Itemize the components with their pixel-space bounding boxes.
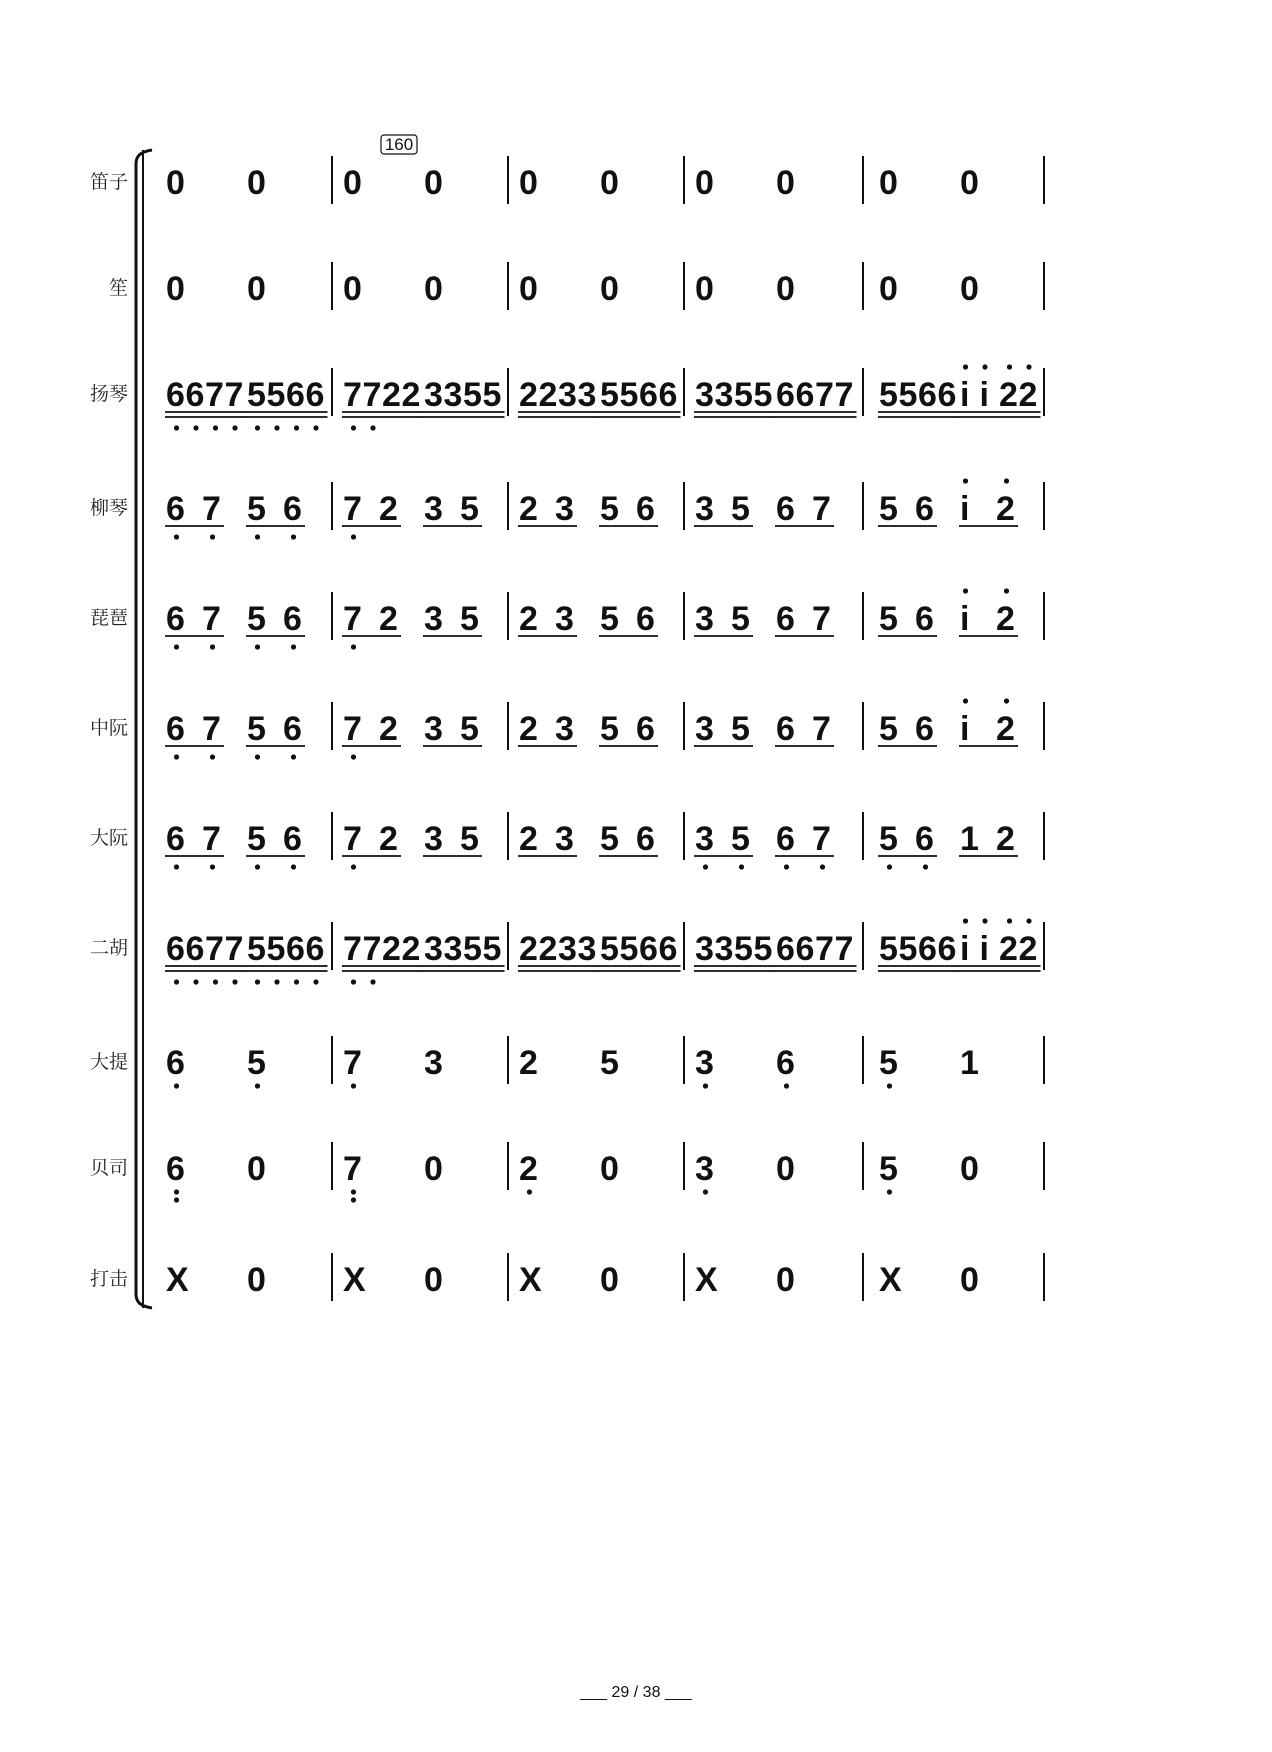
note-digit: 0 (247, 1150, 266, 1188)
octave-dot-above (1004, 478, 1009, 483)
octave-dot-above (1026, 918, 1031, 923)
note-digit: 5 (731, 490, 750, 528)
note-digit: 3 (695, 930, 714, 968)
note-digit: 6 (915, 710, 934, 748)
note-digit: 0 (519, 164, 538, 202)
note-digit: 7 (812, 820, 831, 858)
octave-dot-above (963, 364, 968, 369)
note-digit: 5 (879, 376, 898, 414)
note-digit: 2 (519, 490, 538, 528)
note-digit: 1 (960, 820, 979, 858)
note-digit: i (979, 930, 989, 968)
note-digit: 6 (937, 376, 957, 414)
note-digit: 0 (247, 1261, 266, 1299)
note-digit: 3 (695, 600, 714, 638)
note-digit: 3 (695, 820, 714, 858)
note-digit: 5 (463, 376, 482, 414)
note-digit: 2 (379, 710, 398, 748)
note-digit: 7 (815, 930, 834, 968)
octave-dot-below (193, 979, 198, 984)
note-digit: 3 (695, 376, 714, 414)
octave-dot-below (370, 979, 375, 984)
note-digit: 3 (424, 710, 443, 748)
note-digit: 2 (538, 930, 558, 968)
note-digit: 6 (795, 376, 815, 414)
note-digit: 5 (460, 710, 479, 748)
note-digit: 7 (205, 930, 224, 968)
note-digit: 6 (305, 930, 325, 968)
note-digit: 3 (695, 710, 714, 748)
note-digit: 2 (519, 376, 538, 414)
octave-dot-above (1026, 364, 1031, 369)
octave-dot-below (370, 425, 375, 430)
note-digit: 6 (639, 376, 658, 414)
note-digit: 7 (202, 710, 221, 748)
note-digit: 6 (915, 600, 934, 638)
octave-dot-above (1007, 364, 1012, 369)
note-digit: 3 (695, 1150, 714, 1188)
note-digit: 0 (879, 270, 898, 308)
octave-dot-below (232, 425, 237, 430)
note-digit: 6 (185, 930, 205, 968)
octave-dot-below (174, 1083, 179, 1088)
octave-dot-below (255, 979, 260, 984)
note-digit: 5 (600, 490, 619, 528)
note-digit: 5 (600, 820, 619, 858)
note-digit: 2 (401, 930, 421, 968)
note-digit: 2 (519, 710, 538, 748)
note-digit: 6 (166, 1044, 185, 1082)
note-digit: 6 (795, 930, 815, 968)
octave-dot-below (174, 864, 179, 869)
note-digit: 6 (636, 600, 655, 638)
note-digit: 5 (753, 376, 773, 414)
page-footer (0, 1684, 1272, 1702)
note-digit: 7 (812, 710, 831, 748)
note-digit: 5 (266, 930, 286, 968)
note-digit: 6 (918, 930, 937, 968)
note-digit: 3 (555, 710, 574, 748)
instrument-label: 扬琴 (89, 383, 128, 405)
note-digit: 7 (202, 820, 221, 858)
note-digit: 3 (555, 600, 574, 638)
note-digit: 5 (753, 930, 773, 968)
note-digit: 2 (519, 820, 538, 858)
octave-dot-below (739, 864, 744, 869)
instrument-label: 贝司 (89, 1157, 128, 1179)
note-digit: 5 (898, 376, 918, 414)
note-digit: 0 (600, 270, 619, 308)
note-digit: i (960, 710, 970, 748)
note-digit: 5 (879, 820, 898, 858)
note-digit: 6 (918, 376, 937, 414)
octave-dot-below (255, 1083, 260, 1088)
note-digit: 0 (600, 1150, 619, 1188)
octave-dot-below (313, 425, 318, 430)
note-digit: 7 (343, 490, 362, 528)
octave-dot-below (923, 864, 928, 869)
octave-dot-below (232, 979, 237, 984)
note-digit: 0 (776, 1150, 795, 1188)
note-digit: 5 (731, 710, 750, 748)
note-digit: 5 (600, 1044, 619, 1082)
note-digit: 0 (695, 270, 714, 308)
note-digit: 0 (166, 164, 185, 202)
octave-dot-below (291, 534, 296, 539)
note-digit: 5 (247, 710, 266, 748)
note-digit: 7 (834, 930, 854, 968)
octave-dot-below (351, 1197, 356, 1202)
note-digit: 5 (266, 376, 286, 414)
note-digit: 3 (577, 930, 597, 968)
note-digit: 2 (382, 376, 401, 414)
octave-dot-below (351, 425, 356, 430)
note-digit: 6 (283, 710, 302, 748)
note-digit: 0 (519, 270, 538, 308)
octave-dot-below (174, 534, 179, 539)
note-digit: 3 (558, 930, 577, 968)
note-digit: 0 (776, 1261, 795, 1299)
note-digit: 6 (283, 820, 302, 858)
note-digit: 7 (362, 376, 382, 414)
note-digit: 6 (658, 376, 678, 414)
octave-dot-below (351, 644, 356, 649)
octave-dot-below (351, 534, 356, 539)
note-digit: 2 (996, 600, 1015, 638)
instrument-label: 笛子 (89, 171, 128, 193)
note-digit: 0 (879, 164, 898, 202)
note-digit: 6 (305, 376, 325, 414)
note-digit: 7 (362, 930, 382, 968)
note-digit: 2 (996, 820, 1015, 858)
octave-dot-above (982, 918, 987, 923)
note-digit: 6 (639, 930, 658, 968)
note-digit: 0 (247, 164, 266, 202)
octave-dot-below (174, 425, 179, 430)
note-digit: 3 (555, 820, 574, 858)
octave-dot-above (963, 918, 968, 923)
instrument-label: 打击 (89, 1268, 128, 1290)
note-digit: 5 (879, 710, 898, 748)
note-digit: 5 (734, 376, 753, 414)
octave-dot-above (1004, 698, 1009, 703)
note-digit: 5 (879, 600, 898, 638)
note-digit: 6 (166, 376, 185, 414)
footer-rule-left: ___ (580, 1684, 608, 1701)
note-digit: 6 (166, 820, 185, 858)
octave-dot-below (703, 1083, 708, 1088)
note-digit: 2 (538, 376, 558, 414)
octave-dot-below (210, 864, 215, 869)
note-digit: 5 (482, 376, 502, 414)
note-digit: 6 (776, 1044, 795, 1082)
note-digit: 3 (443, 930, 463, 968)
note-digit: 7 (834, 376, 854, 414)
note-digit: 5 (619, 376, 639, 414)
note-digit: 0 (424, 1261, 443, 1299)
beat-symbol: X (879, 1261, 902, 1299)
octave-dot-below (313, 979, 318, 984)
octave-dot-above (963, 698, 968, 703)
footer-rule-right: ___ (664, 1684, 692, 1701)
note-digit: 5 (898, 930, 918, 968)
octave-dot-above (963, 588, 968, 593)
note-digit: 6 (776, 600, 795, 638)
instrument-label: 柳琴 (89, 497, 128, 519)
note-digit: 0 (424, 270, 443, 308)
note-digit: 6 (776, 710, 795, 748)
note-digit: 5 (619, 930, 639, 968)
beat-symbol: X (166, 1261, 189, 1299)
note-digit: 3 (424, 1044, 443, 1082)
note-digit: 5 (600, 930, 619, 968)
note-digit: 6 (636, 820, 655, 858)
octave-dot-below (294, 425, 299, 430)
note-digit: 5 (247, 930, 266, 968)
note-digit: 3 (695, 490, 714, 528)
octave-dot-below (255, 644, 260, 649)
note-digit: 2 (996, 490, 1015, 528)
octave-dot-below (213, 425, 218, 430)
note-digit: 0 (695, 164, 714, 202)
octave-dot-below (174, 754, 179, 759)
octave-dot-below (887, 864, 892, 869)
octave-dot-below (174, 1197, 179, 1202)
note-digit: 6 (776, 376, 795, 414)
note-digit: 7 (343, 710, 362, 748)
octave-dot-below (703, 1189, 708, 1194)
octave-dot-below (351, 864, 356, 869)
note-digit: 6 (283, 600, 302, 638)
note-digit: 7 (343, 930, 362, 968)
octave-dot-below (351, 1083, 356, 1088)
note-digit: 5 (731, 820, 750, 858)
note-digit: 6 (166, 710, 185, 748)
octave-dot-below (210, 754, 215, 759)
octave-dot-below (274, 979, 279, 984)
beat-symbol: X (519, 1261, 542, 1299)
note-digit: 5 (247, 1044, 266, 1082)
note-digit: 6 (937, 930, 957, 968)
octave-dot-below (351, 979, 356, 984)
note-digit: 0 (424, 1150, 443, 1188)
note-digit: 7 (224, 930, 244, 968)
octave-dot-below (351, 754, 356, 759)
note-digit: i (960, 930, 970, 968)
instrument-label: 笙 (108, 277, 128, 299)
note-digit: 2 (1018, 376, 1038, 414)
page-number: 29 / 38 (611, 1684, 661, 1701)
note-digit: 0 (960, 270, 979, 308)
octave-dot-below (193, 425, 198, 430)
note-digit: 6 (166, 1150, 185, 1188)
note-digit: 2 (379, 600, 398, 638)
note-digit: 0 (776, 270, 795, 308)
octave-dot-above (1007, 918, 1012, 923)
instrument-label: 大阮 (89, 827, 128, 849)
note-digit: 2 (379, 490, 398, 528)
note-digit: 7 (343, 600, 362, 638)
note-digit: 6 (166, 490, 185, 528)
note-digit: 3 (714, 376, 734, 414)
note-digit: 0 (776, 164, 795, 202)
note-digit: 6 (636, 710, 655, 748)
note-digit: 0 (960, 164, 979, 202)
note-digit: 3 (424, 600, 443, 638)
note-digit: 2 (519, 930, 538, 968)
octave-dot-below (291, 754, 296, 759)
instrument-label: 大提 (89, 1051, 128, 1073)
note-digit: 6 (636, 490, 655, 528)
octave-dot-above (963, 478, 968, 483)
note-digit: 3 (424, 376, 443, 414)
note-digit: 3 (714, 930, 734, 968)
octave-dot-below (255, 864, 260, 869)
note-digit: 7 (815, 376, 834, 414)
note-digit: 6 (915, 490, 934, 528)
note-digit: 0 (960, 1150, 979, 1188)
note-digit: 3 (555, 490, 574, 528)
note-digit: 5 (460, 600, 479, 638)
instrument-label: 中阮 (89, 717, 128, 739)
note-digit: 5 (247, 600, 266, 638)
note-digit: i (960, 376, 970, 414)
note-digit: 5 (879, 490, 898, 528)
octave-dot-below (887, 1189, 892, 1194)
note-digit: 5 (600, 600, 619, 638)
note-digit: i (960, 490, 970, 528)
octave-dot-below (255, 534, 260, 539)
note-digit: 7 (812, 490, 831, 528)
octave-dot-below (210, 644, 215, 649)
instrument-label: 二胡 (89, 937, 128, 959)
note-digit: 7 (343, 820, 362, 858)
note-digit: 7 (343, 1150, 362, 1188)
note-digit: 5 (600, 710, 619, 748)
octave-dot-below (820, 864, 825, 869)
octave-dot-below (703, 864, 708, 869)
note-digit: 3 (424, 820, 443, 858)
note-digit: 2 (379, 820, 398, 858)
note-digit: 5 (482, 930, 502, 968)
beat-symbol: X (343, 1261, 366, 1299)
note-digit: 5 (879, 930, 898, 968)
octave-dot-below (291, 644, 296, 649)
octave-dot-below (255, 425, 260, 430)
note-digit: 7 (224, 376, 244, 414)
octave-dot-below (527, 1189, 532, 1194)
note-digit: 5 (460, 490, 479, 528)
note-digit: 6 (776, 930, 795, 968)
note-digit: 2 (401, 376, 421, 414)
note-digit: 6 (166, 930, 185, 968)
note-digit: 0 (960, 1261, 979, 1299)
note-digit: 0 (343, 164, 362, 202)
note-digit: 5 (247, 490, 266, 528)
octave-dot-above (1004, 588, 1009, 593)
octave-dot-above (982, 364, 987, 369)
note-digit: 2 (1018, 930, 1038, 968)
note-digit: 7 (343, 1044, 362, 1082)
note-digit: 0 (600, 1261, 619, 1299)
note-digit: 0 (424, 164, 443, 202)
instrument-label: 琵琶 (89, 607, 128, 629)
octave-dot-below (887, 1083, 892, 1088)
note-digit: 6 (166, 600, 185, 638)
note-digit: 7 (205, 376, 224, 414)
octave-dot-below (174, 1189, 179, 1194)
note-digit: 7 (812, 600, 831, 638)
note-digit: 1 (960, 1044, 979, 1082)
note-digit: 3 (424, 930, 443, 968)
octave-dot-below (784, 1083, 789, 1088)
note-digit: 7 (202, 490, 221, 528)
note-digit: 2 (519, 600, 538, 638)
note-digit: 5 (734, 930, 753, 968)
note-digit: 6 (185, 376, 205, 414)
note-digit: 7 (343, 376, 362, 414)
note-digit: 3 (424, 490, 443, 528)
note-digit: 6 (286, 930, 305, 968)
note-digit: 5 (247, 820, 266, 858)
octave-dot-below (784, 864, 789, 869)
note-digit: 6 (915, 820, 934, 858)
note-digit: 0 (600, 164, 619, 202)
note-digit: i (979, 376, 989, 414)
note-digit: 5 (879, 1044, 898, 1082)
note-digit: 5 (600, 376, 619, 414)
note-digit: 6 (283, 490, 302, 528)
note-digit: 3 (695, 1044, 714, 1082)
octave-dot-below (294, 979, 299, 984)
note-digit: 2 (999, 930, 1018, 968)
note-digit: 2 (519, 1150, 538, 1188)
octave-dot-below (291, 864, 296, 869)
note-digit: 5 (879, 1150, 898, 1188)
note-digit: 2 (519, 1044, 538, 1082)
note-digit: 5 (463, 930, 482, 968)
octave-dot-below (255, 754, 260, 759)
note-digit: 0 (166, 270, 185, 308)
note-digit: 5 (731, 600, 750, 638)
octave-dot-below (174, 979, 179, 984)
rehearsal-mark: 160 (384, 135, 414, 154)
note-digit: 6 (286, 376, 305, 414)
note-digit: i (960, 600, 970, 638)
beat-symbol: X (695, 1261, 718, 1299)
note-digit: 6 (658, 930, 678, 968)
octave-dot-below (274, 425, 279, 430)
note-digit: 5 (460, 820, 479, 858)
note-digit: 0 (343, 270, 362, 308)
octave-dot-below (213, 979, 218, 984)
note-digit: 0 (247, 270, 266, 308)
note-digit: 7 (202, 600, 221, 638)
note-digit: 6 (776, 490, 795, 528)
note-digit: 2 (999, 376, 1018, 414)
note-digit: 2 (382, 930, 401, 968)
note-digit: 3 (443, 376, 463, 414)
note-digit: 5 (247, 376, 266, 414)
note-digit: 3 (577, 376, 597, 414)
note-digit: 6 (776, 820, 795, 858)
octave-dot-below (351, 1189, 356, 1194)
octave-dot-below (210, 534, 215, 539)
note-digit: 3 (558, 376, 577, 414)
octave-dot-below (174, 644, 179, 649)
note-digit: 2 (996, 710, 1015, 748)
